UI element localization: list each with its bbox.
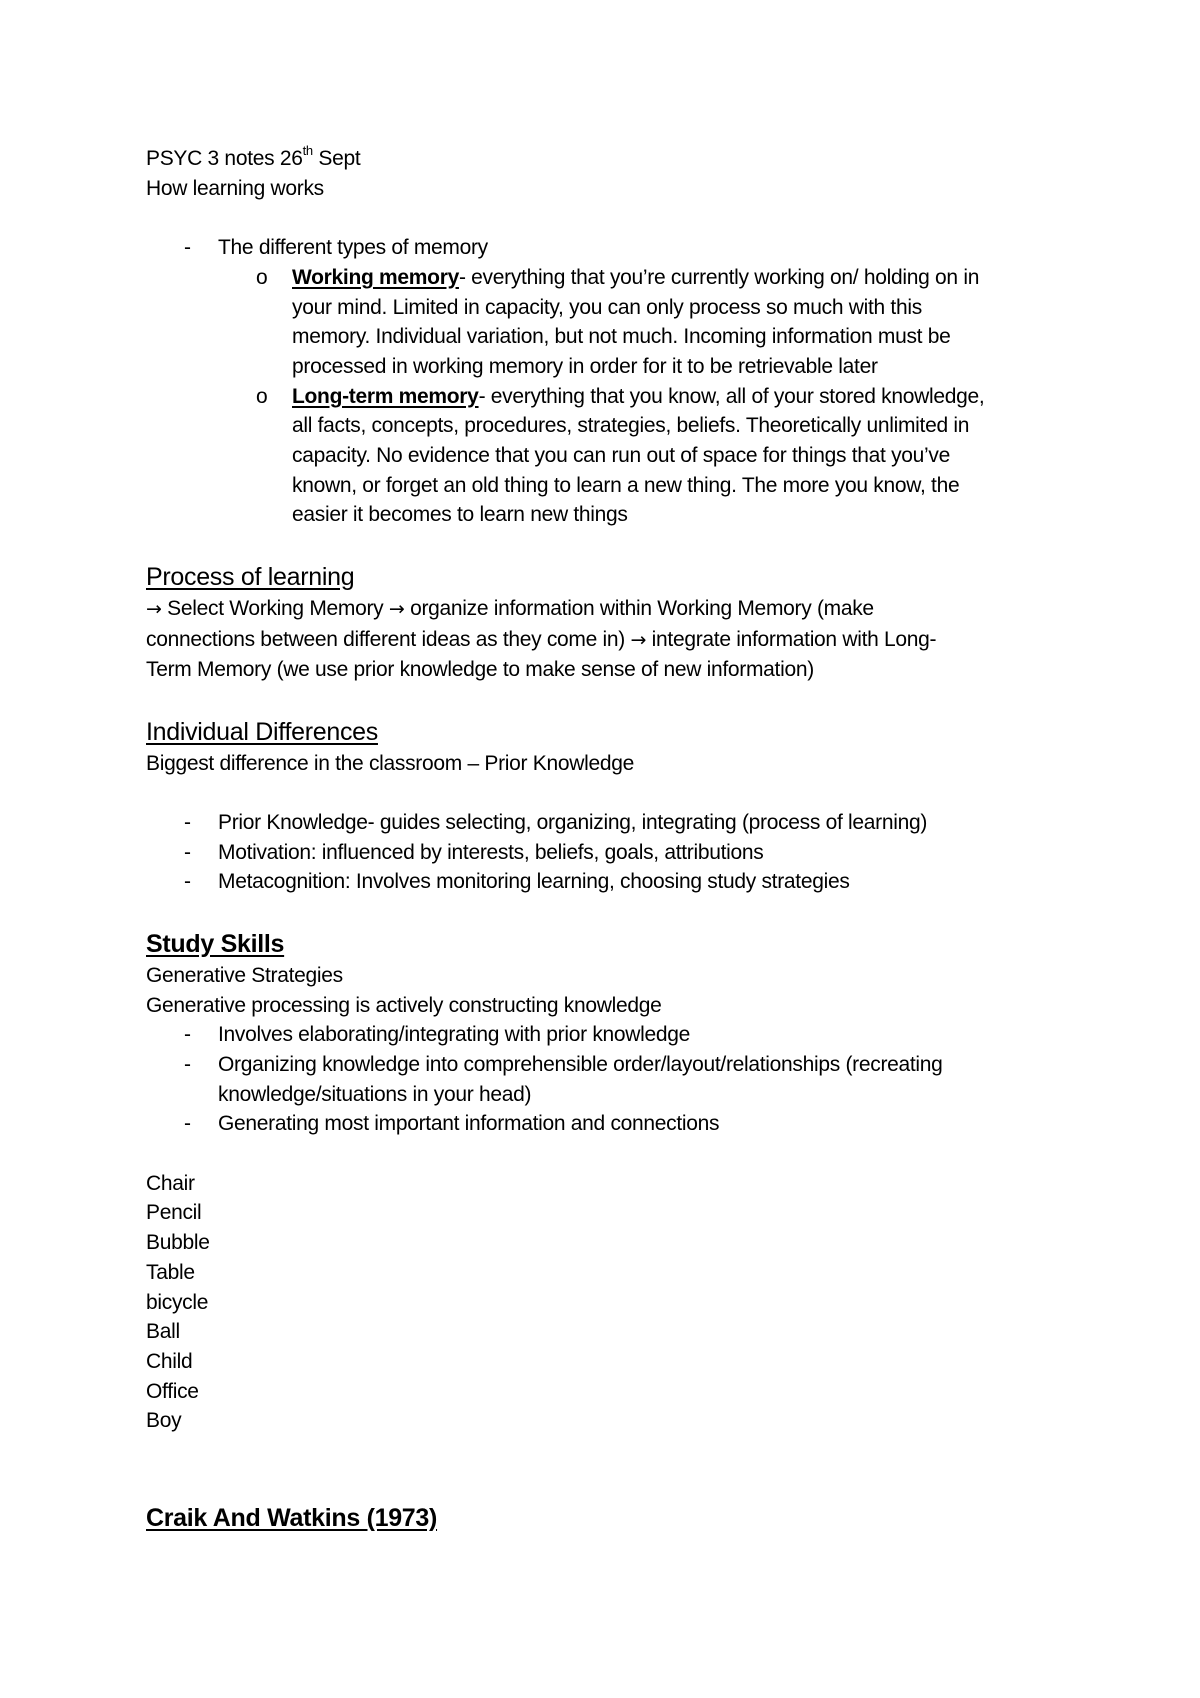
spacer <box>146 897 1066 927</box>
differences-intro: Biggest difference in the classroom – Prior Knowledge <box>146 751 634 775</box>
study-subheading: Generative Strategies <box>146 963 343 987</box>
word-item: Office <box>146 1379 199 1403</box>
list-item <box>146 233 1066 263</box>
dash-marker: - <box>184 1023 191 1047</box>
spacer <box>146 778 1066 808</box>
differences-list <box>146 808 1066 897</box>
long-term-memory-text: - everything that you know, all of your stored knowledge, <box>478 384 985 408</box>
working-memory-item <box>146 263 1066 382</box>
document-subtitle: How learning works <box>146 176 324 200</box>
dash-marker: - <box>184 870 191 894</box>
study-list <box>146 1020 1066 1139</box>
arrow-icon: → <box>630 628 647 651</box>
list-item-text: Generating most important information and connections <box>218 1112 720 1136</box>
document-title <box>146 144 1066 174</box>
long-term-memory-line: all facts, concepts, procedures, strategies, beliefs. Theoretically unlimited in <box>292 414 970 438</box>
working-memory-line: your mind. Limited in capacity, you can only process so much with this <box>292 295 922 319</box>
long-term-memory-line: easier it becomes to learn new things <box>292 503 628 527</box>
list-item <box>146 808 1066 838</box>
word-item: Bubble <box>146 1231 210 1255</box>
process-text: Select Working Memory <box>161 596 389 620</box>
word-item: Child <box>146 1349 193 1373</box>
circle-marker: o <box>256 384 268 408</box>
word-item: Boy <box>146 1409 182 1433</box>
memory-intro: The different types of memory <box>218 236 488 260</box>
circle-marker: o <box>256 265 268 289</box>
dash-marker: - <box>184 840 191 864</box>
working-memory-text: - everything that you’re currently working on/ holding on in <box>458 265 980 289</box>
arrow-icon: → <box>146 597 162 620</box>
list-item-text: Involves elaborating/integrating with prior knowledge <box>218 1023 691 1047</box>
memory-types-sublist <box>146 263 1066 530</box>
study-intro: Generative processing is actively constructing knowledge <box>146 993 662 1017</box>
working-memory-term: Working memory <box>292 265 459 289</box>
spacer <box>146 1139 1066 1169</box>
process-heading: Process of learning <box>146 562 355 591</box>
long-term-memory-line: capacity. No evidence that you can run out of space for things that you’ve <box>292 444 950 468</box>
list-item-text: Motivation: influenced by interests, beliefs, goals, attributions <box>218 840 764 864</box>
list-item <box>146 867 1066 897</box>
title-text: PSYC 3 notes 26 <box>146 147 303 170</box>
process-line: Term Memory (we use prior knowledge to make sense of new information) <box>146 658 814 682</box>
list-item <box>146 1050 1066 1109</box>
document-page <box>146 144 1066 1535</box>
process-line <box>146 594 1066 625</box>
list-item <box>146 1020 1066 1050</box>
process-text: integrate information with Long- <box>646 627 937 651</box>
spacer <box>146 685 1066 715</box>
list-item-text: Prior Knowledge- guides selecting, organizing, integrating (process of learning) <box>218 811 928 834</box>
working-memory-line: memory. Individual variation, but not much. Incoming information must be <box>292 325 951 349</box>
spacer <box>146 530 1066 560</box>
memory-list <box>146 233 1066 263</box>
long-term-memory-item <box>146 382 1066 531</box>
spacer <box>146 1466 1066 1501</box>
word-item: Chair <box>146 1171 195 1195</box>
long-term-memory-term: Long-term memory <box>292 384 479 408</box>
study-skills-heading: Study Skills <box>146 929 285 958</box>
dash-marker: - <box>184 236 191 260</box>
word-list <box>146 1169 1066 1436</box>
long-term-memory-line: known, or forget an old thing to learn a new thing. The more you know, the <box>292 473 960 497</box>
dash-marker: - <box>184 811 191 834</box>
process-text: organize information within Working Memory (make <box>404 596 874 620</box>
differences-heading: Individual Differences <box>146 717 378 746</box>
word-item: bicycle <box>146 1290 209 1314</box>
dash-marker: - <box>184 1112 191 1136</box>
word-item: Pencil <box>146 1201 202 1225</box>
craik-watkins-heading: Craik And Watkins (1973) <box>146 1503 438 1532</box>
list-item-text: knowledge/situations in your head) <box>218 1082 532 1106</box>
spacer <box>146 1436 1066 1466</box>
list-item-text: Organizing knowledge into comprehensible order/layout/relationships (recreating <box>218 1052 943 1076</box>
arrow-icon: → <box>388 597 405 620</box>
title-superscript: th <box>302 143 313 158</box>
process-line <box>146 625 1066 656</box>
working-memory-line: processed in working memory in order for it to be retrievable later <box>292 354 878 378</box>
spacer <box>146 203 1066 233</box>
list-item <box>146 838 1066 868</box>
word-item: Table <box>146 1260 195 1284</box>
dash-marker: - <box>184 1052 191 1076</box>
list-item-text: Metacognition: Involves monitoring learning, choosing study strategies <box>218 870 850 894</box>
title-suffix: Sept <box>312 147 361 170</box>
process-text: connections between different ideas as they come in) <box>146 627 631 651</box>
list-item <box>146 1109 1066 1139</box>
word-item: Ball <box>146 1320 180 1344</box>
